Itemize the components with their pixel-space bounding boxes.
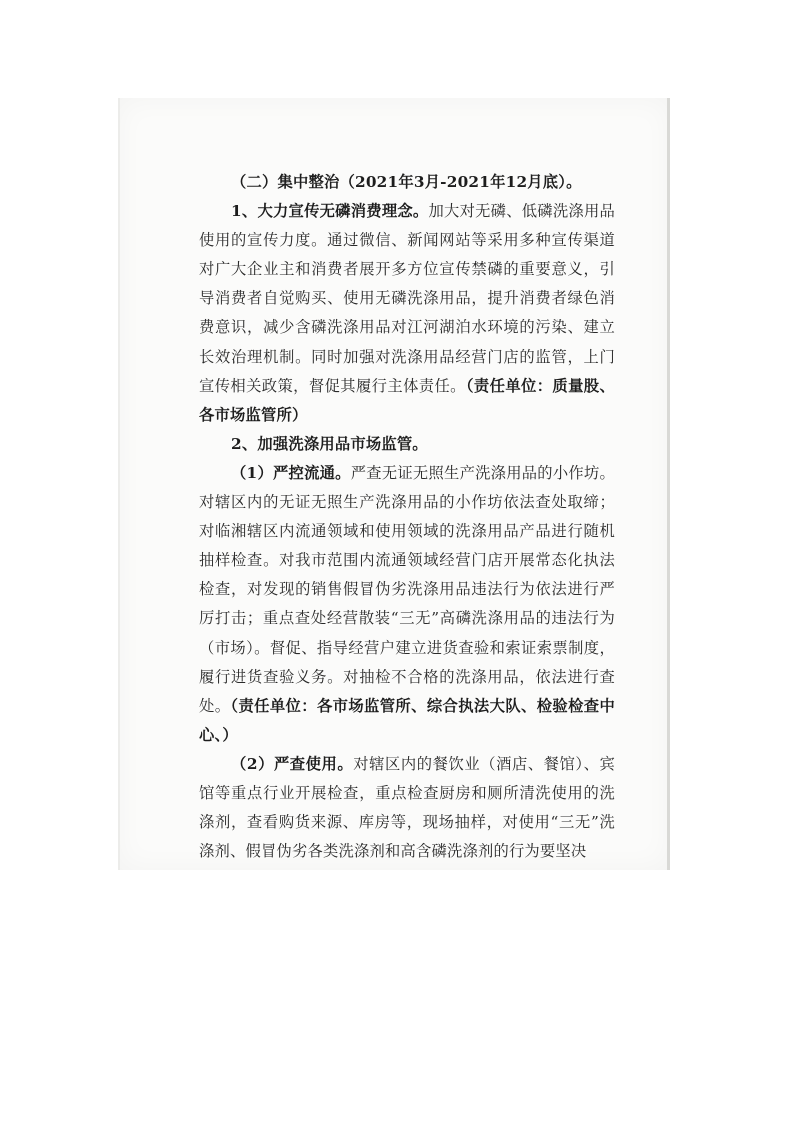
section-heading [199,168,615,197]
scan-right-edge [667,98,670,870]
sub-1-title: （1）严控流通。 [231,463,351,482]
paragraph-item-2 [199,430,615,459]
item-1-body: 加大对无磷、低磷洗涤用品使用的宣传力度。通过微信、新闻网站等采用多种宣传渠道对广大企业主和消费者展开多方位宣传禁磷的重要意义，引导消费者自觉购买、使用无磷洗涤用品，提升消费者绿色消费意识，减少含磷洗涤用品对江河湖泊水环境的污染、建立长效治理机制。同时加强对洗涤用品经营门店的监管，上门宣传相关政策，督促其履行主体责任。 [199,202,615,395]
sub-1-body: 严查无证无照生产洗涤用品的小作坊。对辖区内的无证无照生产洗涤用品的小作坊依法查处取缔；对临湘辖区内流通领域和使用领域的洗涤用品产品进行随机抽样检查。对我市范围内流通领域经营门店开展常态化执法检查，对发现的销售假冒伪劣洗涤用品违法行为依法进行严厉打击；重点查处经营散装“三无”高磷洗涤用品的违法行为（市场）。督促、指导经营户建立进货查验和索证索票制度，履行进货查验义务。对抽检不合格的洗涤用品，依法进行查处。 [199,463,615,715]
section-heading-text: （二）集中整治（2021年3月-2021年12月底）。 [231,173,582,191]
scan-left-edge [118,98,120,870]
sub-2-title: （2）严查使用。 [231,754,354,773]
item-2-title: 2、加强洗涤用品市场监管。 [231,434,428,453]
paragraph-item-1 [199,197,615,430]
paragraph-sub-1 [199,459,615,750]
sub-2-body: 对辖区内的餐饮业（酒店、餐馆）、宾馆等重点行业开展检查，重点检查厨房和厕所清洗使用的洗涤剂，查看购货来源、库房等，现场抽样，对使用“三无”洗涤剂、假冒伪劣各类洗涤剂和高含磷洗涤剂的行为要坚决 [199,754,615,861]
sub-1-responsibility: （责任单位：各市场监管所、综合执法大队、检验检查中心、） [199,696,615,744]
document-body [199,168,615,866]
item-1-responsibility: （责任单位：质量股、各市场监管所） [199,376,616,424]
paragraph-sub-2 [199,750,615,866]
item-1-title: 1、大力宣传无磷消费理念。 [231,202,429,221]
